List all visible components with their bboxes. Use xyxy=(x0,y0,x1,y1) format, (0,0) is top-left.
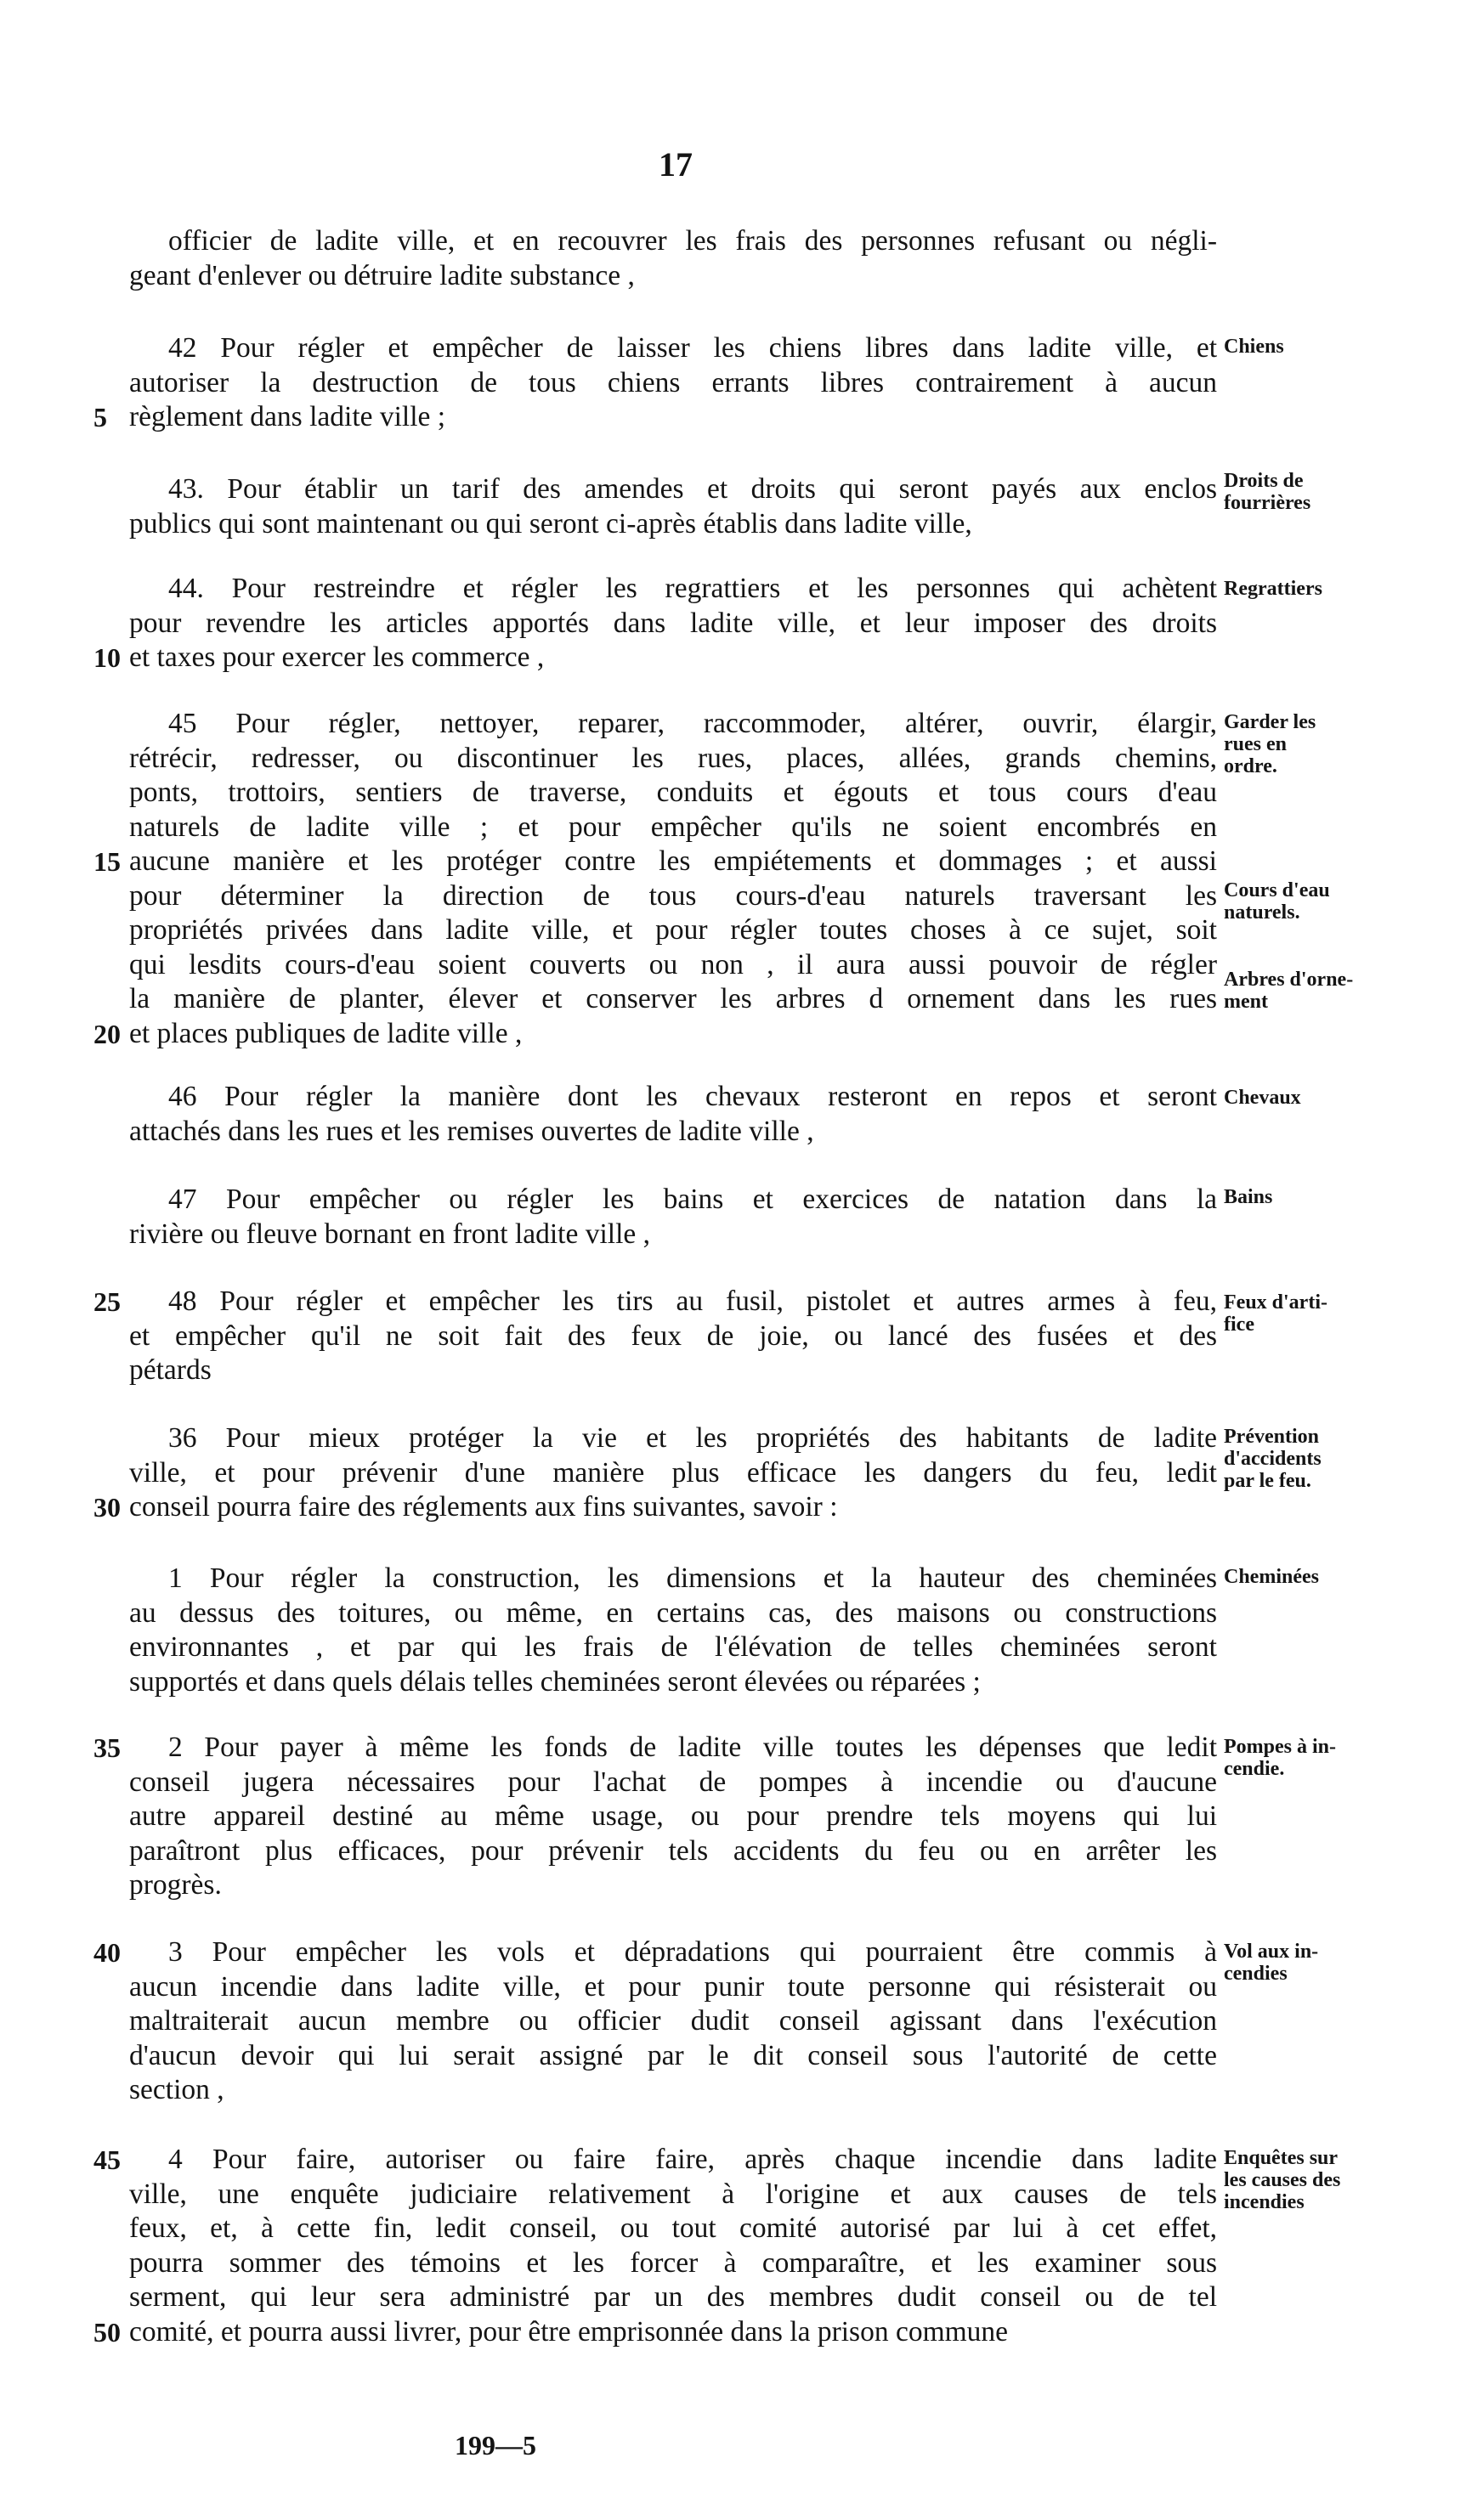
line-number: 30 xyxy=(93,1492,121,1523)
text-line: autre appareil destiné au même usage, ou pour prendre tels moyens qui lui xyxy=(129,1800,1217,1832)
line-number: 5 xyxy=(93,402,107,432)
margin-note-line: Droits de xyxy=(1224,470,1304,492)
text-line: 47 Pour empêcher ou régler les bains et exercices de natation dans la xyxy=(168,1184,1217,1215)
text-line: pétards xyxy=(129,1354,212,1386)
line-number: 35 xyxy=(93,1732,121,1763)
text-line: publics qui sont maintenant ou qui seront ci-après établis dans ladite ville, xyxy=(129,507,972,540)
paragraph xyxy=(93,1285,1217,1388)
text-line: environnantes , et par qui les frais de l'élévation de telles cheminées seront xyxy=(129,1631,1217,1663)
margin-note-line: cendie. xyxy=(1224,1758,1285,1780)
text-line: progrès. xyxy=(129,1869,222,1901)
margin-note xyxy=(1224,711,1470,777)
margin-note-line: Prévention xyxy=(1224,1426,1319,1448)
text-line: naturels de ladite ville ; et pour empêcher qu'ils ne soient encombrés en xyxy=(129,811,1217,843)
text-line: maltraiterait aucun membre ou officier dudit conseil agissant dans l'exécution xyxy=(129,2005,1217,2037)
text-line: 46 Pour régler la manière dont les chevaux resteront en repos et seront xyxy=(168,1081,1217,1112)
margin-note xyxy=(1224,969,1470,1013)
margin-note-line: fice xyxy=(1224,1314,1254,1336)
text-line: aucune manière et les protéger contre les empiétements et dommages ; et aussi xyxy=(129,845,1217,877)
text-line: 44. Pour restreindre et régler les regrattiers et les personnes qui achètent xyxy=(168,573,1217,604)
paragraph xyxy=(93,1935,1217,2108)
text-line: officier de ladite ville, et en recouvrer les frais des personnes refusant ou négli- xyxy=(168,225,1217,257)
text-line: ville, et pour prévenir d'une manière plus efficace les dangers du feu, ledit xyxy=(129,1456,1217,1489)
margin-note xyxy=(1224,1566,1470,1588)
text-line: section , xyxy=(129,2074,224,2105)
margin-note xyxy=(1224,336,1470,358)
text-line: pourra sommer des témoins et les forcer à comparaître, et les examiner sous xyxy=(129,2246,1217,2279)
text-line: la manière de planter, élever et conserver les arbres d ornement dans les rues xyxy=(129,983,1217,1014)
margin-note xyxy=(1224,470,1470,514)
line-number: 10 xyxy=(93,642,121,673)
margin-note-line: Pompes à in- xyxy=(1224,1736,1336,1758)
text-line: autoriser la destruction de tous chiens errants libres contrairement à aucun xyxy=(129,366,1217,398)
margin-note-line: naturels. xyxy=(1224,901,1300,924)
margin-note-line: Cours d'eau xyxy=(1224,879,1330,901)
paragraph xyxy=(93,2143,1217,2349)
text-line: 45 Pour régler, nettoyer, reparer, raccommoder, altérer, ouvrir, élargir, xyxy=(168,708,1217,739)
paragraph xyxy=(93,331,1217,435)
margin-note xyxy=(1224,1941,1470,1985)
text-line: rivière ou fleuve bornant en front ladite ville , xyxy=(129,1218,651,1250)
text-line: d'aucun devoir qui lui serait assigné par le dit conseil sous l'autorité de cette xyxy=(129,2039,1217,2071)
text-line: ville, une enquête judiciaire relativement à l'origine et aux causes de tels xyxy=(129,2178,1217,2210)
line-number: 15 xyxy=(93,846,121,877)
page-number: 17 xyxy=(659,145,693,184)
margin-note xyxy=(1224,1291,1470,1336)
margin-note-line: Bains xyxy=(1224,1186,1273,1208)
margin-note-line: d'accidents xyxy=(1224,1448,1322,1470)
paragraph xyxy=(129,1080,1217,1149)
text-line: et places publiques de ladite ville , xyxy=(129,1017,523,1049)
paragraph xyxy=(129,1562,1217,1699)
margin-note-line: incendies xyxy=(1224,2191,1305,2213)
margin-note-line: cendies xyxy=(1224,1963,1288,1985)
margin-note xyxy=(1224,1186,1470,1208)
paragraph xyxy=(129,1183,1217,1252)
margin-note-line: ment xyxy=(1224,991,1268,1013)
margin-note-line: Vol aux in- xyxy=(1224,1941,1319,1963)
text-line: règlement dans ladite ville ; xyxy=(129,401,446,432)
paragraph xyxy=(129,224,1217,293)
margin-note-line: Garder les xyxy=(1224,711,1316,733)
line-number: 50 xyxy=(93,2316,121,2348)
text-line: 2 Pour payer à même les fonds de ladite ville toutes les dépenses que ledit xyxy=(168,1732,1217,1763)
margin-note xyxy=(1224,1736,1470,1780)
line-number: 25 xyxy=(93,1286,121,1317)
text-line: propriétés privées dans ladite ville, et pour régler toutes choses à ce sujet, soit xyxy=(129,914,1217,946)
text-line: conseil pourra faire des réglements aux fins suivantes, savoir : xyxy=(129,1491,838,1523)
text-line: 1 Pour régler la construction, les dimensions et la hauteur des cheminées xyxy=(168,1562,1217,1594)
margin-note-line: Cheminées xyxy=(1224,1566,1319,1588)
text-line: et taxes pour exercer les commerce , xyxy=(129,641,545,673)
margin-note-line: les causes des xyxy=(1224,2169,1341,2191)
text-line: supportés et dans quels délais telles cheminées seront élevées ou réparées ; xyxy=(129,1665,981,1698)
text-line: 36 Pour mieux protéger la vie et les propriétés des habitants de ladite xyxy=(168,1422,1217,1454)
paragraph xyxy=(93,707,1217,1051)
paragraph xyxy=(93,572,1217,675)
text-line: serment, qui leur sera administré par un des membres dudit conseil ou de tel xyxy=(129,2281,1217,2313)
margin-note xyxy=(1224,2147,1470,2213)
margin-note-line: Regrattiers xyxy=(1224,578,1322,600)
margin-note-line: par le feu. xyxy=(1224,1470,1311,1492)
margin-note xyxy=(1224,578,1470,600)
text-line: 42 Pour régler et empêcher de laisser les chiens libres dans ladite ville, et xyxy=(168,332,1217,364)
text-line: feux, et, à cette fin, ledit conseil, ou tout comité autorisé par lui à cet effet, xyxy=(129,2212,1217,2244)
line-number: 45 xyxy=(93,2144,121,2175)
text-line: au dessus des toitures, ou même, en certains cas, des maisons ou constructions xyxy=(129,1596,1217,1629)
margin-note-line: Chiens xyxy=(1224,336,1284,358)
text-line: aucun incendie dans ladite ville, et pour punir toute personne qui résisterait ou xyxy=(129,1970,1217,2003)
margin-note-line: Feux d'arti- xyxy=(1224,1291,1327,1314)
text-line: attachés dans les rues et les remises ouvertes de ladite ville , xyxy=(129,1115,814,1147)
margin-note-line: Chevaux xyxy=(1224,1087,1301,1109)
text-line: ponts, trottoirs, sentiers de traverse, conduits et égouts et tous cours d'eau xyxy=(129,777,1217,808)
text-line: paraîtront plus efficaces, pour prévenir tels accidents du feu ou en arrêter les xyxy=(129,1834,1217,1867)
text-line: 43. Pour établir un tarif des amendes et droits qui seront payés aux enclos xyxy=(168,473,1217,505)
text-line: pour déterminer la direction de tous cours-d'eau naturels traversant les xyxy=(129,879,1217,912)
margin-note xyxy=(1224,1087,1470,1109)
margin-note-line: fourrières xyxy=(1224,492,1311,514)
text-line: 3 Pour empêcher les vols et dépradations qui pourraient être commis à xyxy=(168,1936,1217,1968)
signature-mark: 199—5 xyxy=(455,2430,536,2461)
paragraph xyxy=(129,472,1217,541)
text-line: conseil jugera nécessaires pour l'achat de pompes à incendie ou d'aucune xyxy=(129,1766,1217,1798)
text-line: qui lesdits cours-d'eau soient couverts ou non , il aura aussi pouvoir de régler xyxy=(129,948,1217,980)
margin-note-line: Arbres d'orne- xyxy=(1224,969,1354,991)
margin-note-line: rues en xyxy=(1224,733,1287,755)
line-number: 20 xyxy=(93,1018,121,1049)
margin-note xyxy=(1224,1426,1470,1492)
line-number: 40 xyxy=(93,1937,121,1968)
text-line: 48 Pour régler et empêcher les tirs au fusil, pistolet et autres armes à feu, xyxy=(168,1285,1217,1317)
paragraph xyxy=(93,1731,1217,1903)
margin-note xyxy=(1224,879,1470,924)
text-line: et empêcher qu'il ne soit fait des feux de joie, ou lancé des fusées et des xyxy=(129,1319,1217,1352)
margin-note-line: ordre. xyxy=(1224,755,1277,777)
paragraph xyxy=(93,1421,1217,1525)
text-line: 4 Pour faire, autoriser ou faire faire, après chaque incendie dans ladite xyxy=(168,2144,1217,2175)
text-line: geant d'enlever ou détruire ladite substance , xyxy=(129,259,635,291)
text-line: pour revendre les articles apportés dans ladite ville, et leur imposer des droits xyxy=(129,607,1217,639)
text-line: comité, et pourra aussi livrer, pour être emprisonnée dans la prison commune xyxy=(129,2315,1009,2348)
text-line: rétrécir, redresser, ou discontinuer les rues, places, allées, grands chemins, xyxy=(129,742,1217,774)
margin-note-line: Enquêtes sur xyxy=(1224,2147,1339,2169)
